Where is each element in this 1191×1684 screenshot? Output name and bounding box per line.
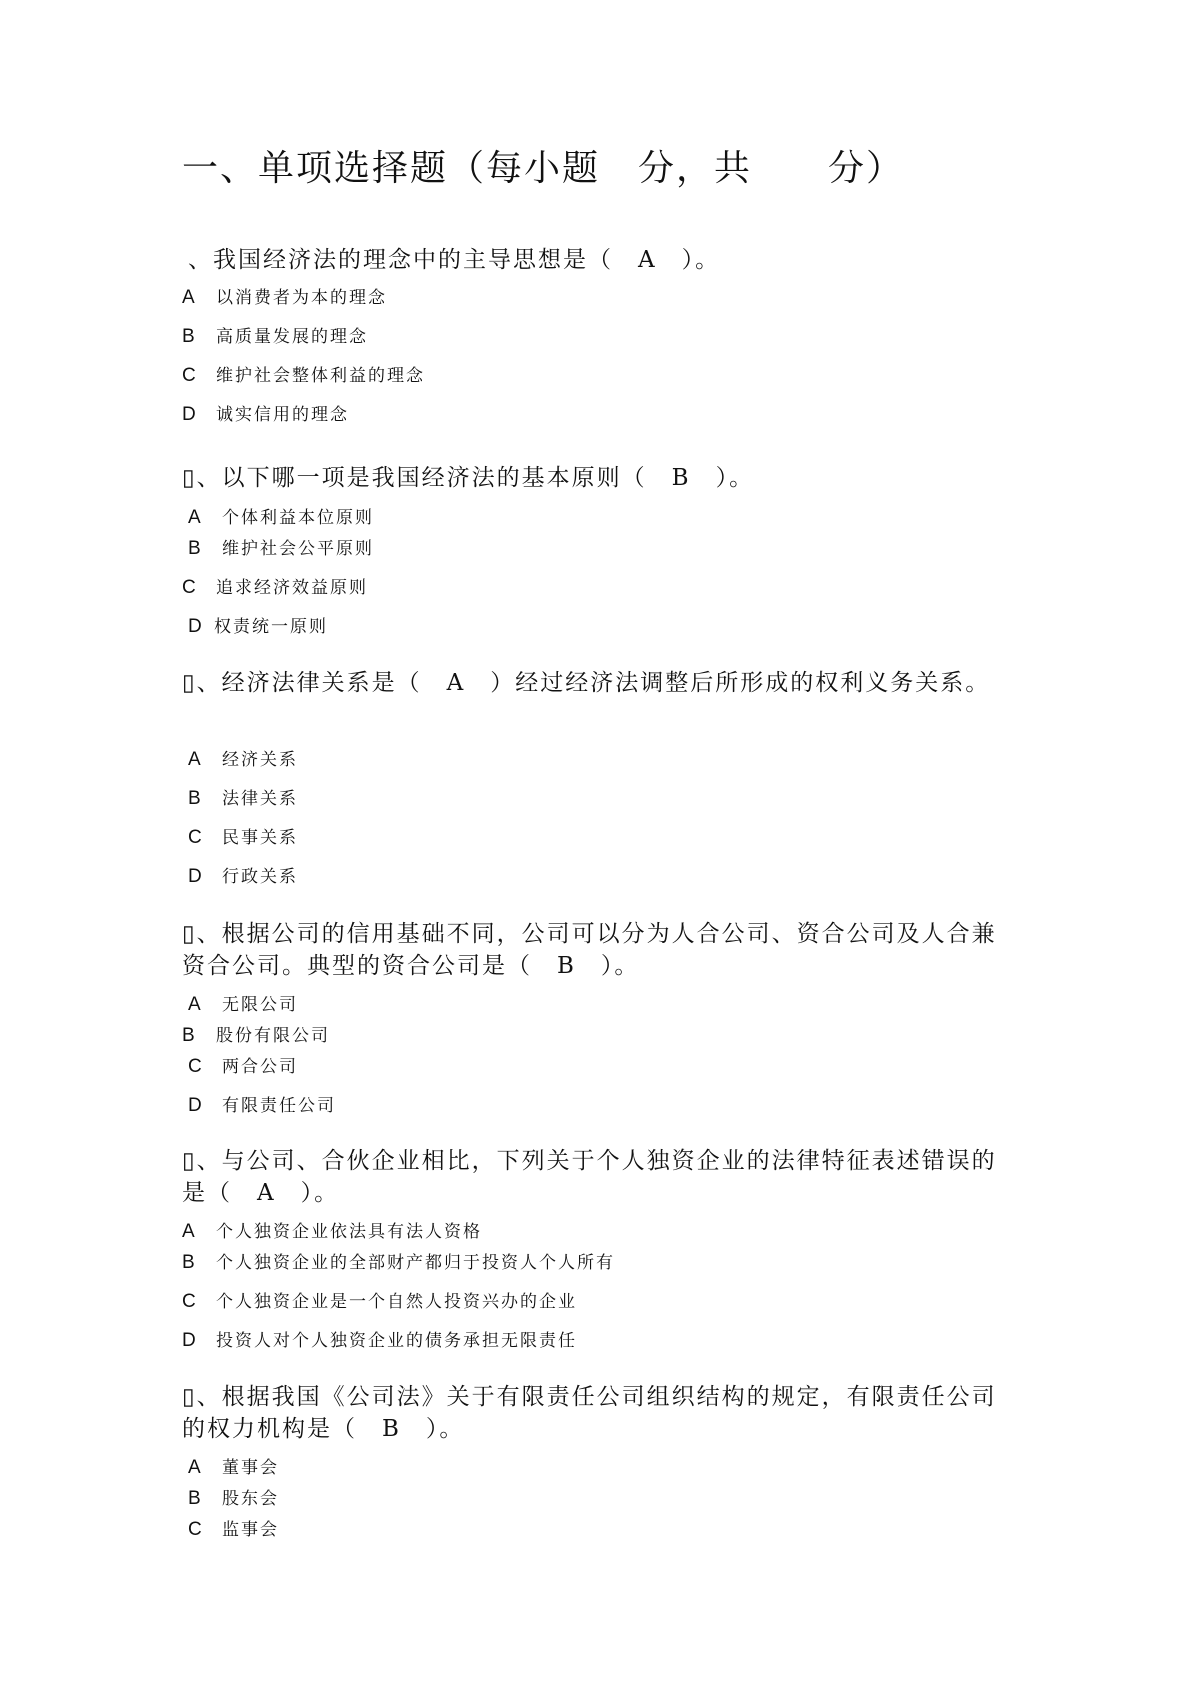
- question-2-option-d: [188, 612, 328, 638]
- question-5-option-b: [182, 1248, 615, 1274]
- question-1-option-a: [182, 283, 387, 309]
- option-letter: A: [188, 994, 203, 1015]
- option-text: 监事会: [222, 1520, 279, 1540]
- option-letter: D: [182, 404, 198, 425]
- option-letter: B: [188, 788, 203, 809]
- question-1-option-c: [182, 361, 425, 387]
- option-text: 追求经济效益原则: [216, 578, 368, 598]
- question-number-glyph: ▯: [182, 465, 197, 491]
- option-text: 个人独资企业依法具有法人资格: [216, 1222, 482, 1242]
- question-2-option-a: [188, 503, 374, 529]
- question-4-stem-line-2: 资合公司。典型的资合公司是（ B ）。: [182, 953, 640, 979]
- option-text: 高质量发展的理念: [216, 327, 368, 347]
- option-letter: A: [182, 287, 197, 308]
- question-1-stem: 、我国经济法的理念中的主导思想是（ A ）。: [188, 247, 721, 273]
- option-text: 个体利益本位原则: [222, 508, 374, 528]
- question-2-option-c: [182, 573, 368, 599]
- question-4-option-a: [188, 990, 298, 1016]
- option-letter: D: [182, 1330, 198, 1351]
- question-3-option-c: [188, 823, 298, 849]
- question-2-stem: ▯、以下哪一项是我国经济法的基本原则（ B ）。: [182, 465, 755, 491]
- option-text: 权责统一原则: [214, 617, 328, 637]
- question-number-glyph: ▯: [182, 670, 197, 696]
- option-text: 诚实信用的理念: [216, 405, 349, 425]
- question-4-option-c: [188, 1052, 298, 1078]
- question-5-option-d: [182, 1326, 577, 1352]
- option-text: 股东会: [222, 1489, 279, 1509]
- question-4-option-b: [182, 1021, 330, 1047]
- question-3-option-d: [188, 862, 298, 888]
- option-letter: C: [182, 577, 198, 598]
- option-letter: C: [188, 827, 204, 848]
- option-letter: A: [188, 507, 203, 528]
- question-6-stem-line-1: ▯、根据我国《公司法》关于有限责任公司组织结构的规定，有限责任公司: [182, 1384, 997, 1410]
- option-text: 法律关系: [222, 789, 298, 809]
- option-text: 个人独资企业的全部财产都归于投资人个人所有: [216, 1253, 615, 1273]
- option-letter: C: [182, 365, 198, 386]
- question-1-option-d: [182, 400, 349, 426]
- option-text: 以消费者为本的理念: [216, 288, 387, 308]
- option-letter: B: [188, 538, 203, 559]
- option-text: 投资人对个人独资企业的债务承担无限责任: [216, 1331, 577, 1351]
- question-number-glyph: ▯: [182, 1148, 197, 1174]
- question-4-option-d: [188, 1091, 336, 1117]
- option-letter: D: [188, 866, 204, 887]
- question-1-option-b: [182, 322, 368, 348]
- option-letter: D: [188, 1095, 204, 1116]
- option-letter: C: [188, 1056, 204, 1077]
- question-5-option-c: [182, 1287, 577, 1313]
- option-letter: D: [188, 616, 204, 637]
- option-text: 董事会: [222, 1458, 279, 1478]
- option-letter: A: [188, 749, 203, 770]
- section-heading: 一、单项选择题（每小题 分，共 分）: [182, 148, 905, 189]
- option-letter: A: [182, 1221, 197, 1242]
- question-6-option-b: [188, 1484, 279, 1510]
- question-6-stem-line-2: 的权力机构是（ B ）。: [182, 1416, 465, 1442]
- option-text: 个人独资企业是一个自然人投资兴办的企业: [216, 1292, 577, 1312]
- option-text: 行政关系: [222, 867, 298, 887]
- question-3-option-a: [188, 745, 298, 771]
- option-letter: B: [188, 1488, 203, 1509]
- option-text: 股份有限公司: [216, 1026, 330, 1046]
- option-letter: B: [182, 326, 197, 347]
- question-number-glyph: ▯: [182, 1384, 197, 1410]
- question-3-option-b: [188, 784, 298, 810]
- question-6-option-a: [188, 1453, 279, 1479]
- option-text: 经济关系: [222, 750, 298, 770]
- question-5-option-a: [182, 1217, 482, 1243]
- question-number-glyph: ▯: [182, 921, 197, 947]
- option-text: 两合公司: [222, 1057, 298, 1077]
- option-text: 维护社会公平原则: [222, 539, 374, 559]
- option-letter: C: [182, 1291, 198, 1312]
- option-text: 有限责任公司: [222, 1096, 336, 1116]
- question-2-option-b: [188, 534, 374, 560]
- question-4-stem-line-1: ▯、根据公司的信用基础不同，公司可以分为人合公司、资合公司及人合兼: [182, 921, 997, 947]
- question-6-option-c: [188, 1515, 279, 1541]
- question-3-stem: ▯、经济法律关系是（ A ）经过经济法调整后所形成的权利义务关系。: [182, 670, 991, 696]
- option-text: 民事关系: [222, 828, 298, 848]
- option-letter: B: [182, 1252, 197, 1273]
- question-5-stem-line-2: 是（ A ）。: [182, 1180, 340, 1206]
- question-5-stem-line-1: ▯、与公司、合伙企业相比，下列关于个人独资企业的法律特征表述错误的: [182, 1148, 997, 1174]
- option-text: 维护社会整体利益的理念: [216, 366, 425, 386]
- option-text: 无限公司: [222, 995, 298, 1015]
- option-letter: A: [188, 1457, 203, 1478]
- option-letter: B: [182, 1025, 197, 1046]
- option-letter: C: [188, 1519, 204, 1540]
